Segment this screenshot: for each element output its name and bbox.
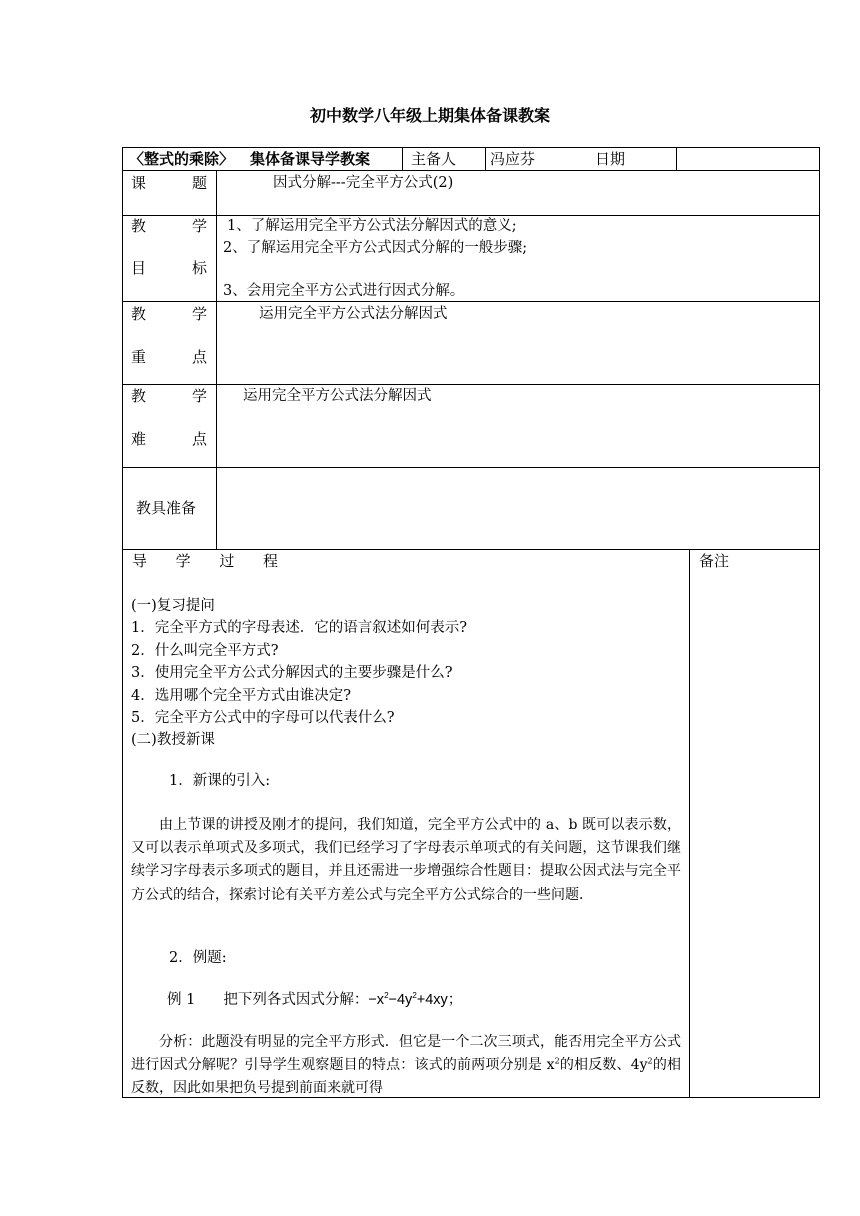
goal-item: 2、了解运用完全平方公式因式分解的一般步骤; — [223, 240, 528, 256]
focus-label-line1: 教 学 — [131, 305, 207, 323]
difficulty-label-line1: 教 学 — [131, 387, 207, 405]
question-item: 4．选用哪个完全平方式由谁决定? — [131, 688, 351, 704]
col-divider — [689, 549, 690, 1097]
lesson-plan-table — [122, 147, 820, 1098]
col-divider — [216, 170, 217, 549]
topic-label: 〈整式的乘除〉 集体备课导学教案 — [129, 150, 371, 168]
intro-paragraph: 由上节课的讲授及刚才的提问，我们知道，完全平方公式中的 a、b 既可以表示数，又可以表示单项式及多项式，我们已经学习了字母表示单项式的有关问题，这节课我们继续学习字母表示多项式的题目，并且还需进一步增强综合性题目：提取公因式法与完全平方公式的结合，探索讨论有关平方差公式与完全平方公式综合的一些问题． — [131, 817, 681, 903]
process-heading: 导 学 过 程 — [132, 552, 278, 570]
col-divider — [402, 148, 403, 170]
example1 — [167, 990, 462, 1010]
question-item: 2．什么叫完全平方式? — [131, 643, 279, 659]
preparer-label: 主备人 — [411, 150, 457, 168]
lesson-title: 因式分解---完全平方公式(2) — [273, 175, 454, 191]
intro-label: 1．新课的引入: — [169, 773, 271, 789]
goal-item: 1、了解运用完全平方公式法分解因式的意义; — [227, 218, 517, 234]
document-title: 初中数学八年级上期集体备课教案 — [309, 106, 550, 125]
example1-expression: $-x^2-4y^2+4xy$； — [368, 991, 463, 1008]
row-divider — [123, 467, 819, 468]
example-label: 2．例题: — [169, 950, 227, 966]
preparer-name: 冯应芬 — [490, 150, 536, 168]
notes-label: 备注 — [699, 552, 730, 570]
row-divider — [123, 384, 819, 385]
focus-value: 运用完全平方公式法分解因式 — [259, 306, 448, 322]
date-label: 日期 — [595, 150, 626, 168]
row-divider — [123, 301, 819, 302]
analysis-paragraph: 分析：此题没有明显的完全平方形式．但它是一个二次三项式，能否用完全平方公式进行因式分解呢？引导学生观察题目的特点：该式的前两项分别是 $x^2$的相反数、$4y^2$的相反数，因此如果把负号提到前面来就可得 — [131, 1034, 681, 1097]
new-lesson-heading: (二)教授新课 — [131, 732, 215, 748]
difficulty-label-line2: 难 点 — [131, 430, 207, 448]
tools-label: 教具准备 — [136, 499, 197, 517]
difficulty-value: 运用完全平方公式法分解因式 — [243, 388, 432, 404]
question-item: 1．完全平方式的字母表述．它的语言叙述如何表示? — [131, 620, 467, 636]
goal-item: 3、会用完全平方公式进行因式分解。 — [223, 283, 465, 299]
col-divider — [676, 148, 677, 170]
col-divider — [485, 148, 486, 170]
question-item: 5．完全平方公式中的字母可以代表什么? — [131, 710, 395, 726]
row-divider — [123, 170, 819, 171]
goals-label-line1: 教 学 — [131, 217, 207, 235]
example1-label: 例 1 — [167, 992, 196, 1008]
focus-label-line2: 重 点 — [131, 348, 207, 366]
goals-label-line2: 目 标 — [131, 259, 207, 277]
example1-text: 把下列各式因式分解： — [223, 992, 369, 1008]
review-heading: (一)复习提问 — [131, 598, 215, 614]
question-item: 3．使用完全平方公式分解因式的主要步骤是什么? — [131, 665, 453, 681]
lesson-label: 课 题 — [131, 174, 207, 192]
row-divider — [123, 549, 819, 550]
